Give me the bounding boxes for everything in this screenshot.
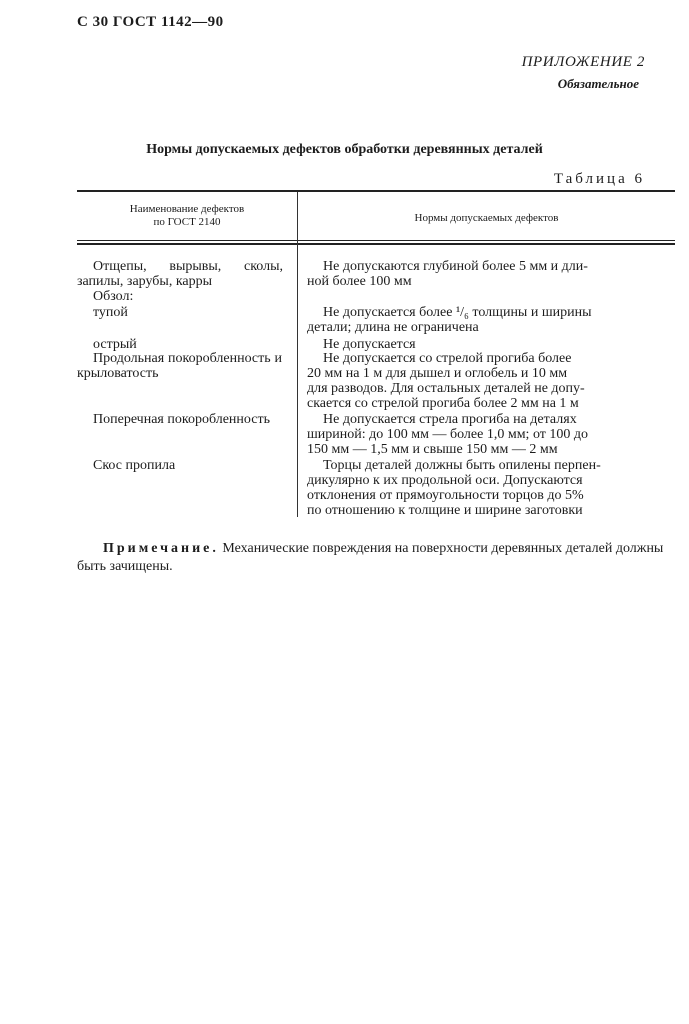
header-line: Наименование дефектов [129, 203, 245, 215]
norm-cell: отклонения от прямоугольности торцов до 5% [307, 488, 584, 503]
defect-name-cell: острый [93, 337, 137, 352]
norm-cell: по отношению к толщине и ширине заготовки [307, 503, 583, 518]
defect-name-cell: Поперечная покоробленность [93, 412, 270, 427]
defect-name-cell: Обзол: [93, 289, 134, 304]
norm-cell: детали; длина не ограничена [307, 320, 479, 335]
defect-name-cell: Продольная покоробленность и крыловатость [77, 351, 282, 381]
norm-cell: для разводов. Для остальных деталей не допу- [307, 381, 585, 396]
norm-cell: 150 мм — 1,5 мм и свыше 150 мм — 2 мм [307, 442, 558, 457]
norm-cell: Торцы деталей должны быть опилены перпен- [323, 458, 601, 473]
defect-name-cell: Отщепы, вырывы, сколы, [93, 259, 283, 274]
note-label: Примечание. [103, 541, 219, 556]
page-header: С 30 ГОСТ 1142—90 [77, 14, 224, 30]
table-column-divider [297, 192, 298, 517]
table-header-defect-name [77, 203, 297, 229]
norm-cell: Не допускается стрела прогиба на деталях [323, 412, 577, 427]
norm-cell: скается со стрелой прогиба более 2 мм на 1 м [307, 396, 579, 411]
document-title: Нормы допускаемых дефектов обработки деревянных деталей [146, 142, 543, 157]
table-header-rule [77, 240, 675, 241]
norm-cell: шириной: до 100 мм — более 1,0 мм; от 100 до [307, 427, 588, 442]
defect-name-cell: запилы, зарубы, карры [77, 274, 213, 289]
table-note [77, 540, 675, 576]
table-header-norms: Нормы допускаемых дефектов [414, 212, 559, 224]
norm-cell: 20 мм на 1 м для дышел и оглобель и 10 мм [307, 366, 568, 381]
norm-cell: Не допускаются глубиной более 5 мм и дли- [323, 259, 588, 274]
table-number: Таблица 6 [553, 171, 645, 187]
appendix-status: Обязательное [557, 76, 639, 91]
note-text: Механические повреждения на поверхности деревянных деталей должны быть зачищены. [77, 541, 664, 574]
norm-cell: Не допускается более ¹/₆ толщины и ширины [323, 305, 592, 320]
table-top-rule [77, 190, 675, 192]
norm-cell: дикулярно к их продольной оси. Допускаются [307, 473, 583, 488]
appendix-title: ПРИЛОЖЕНИЕ 2 [521, 54, 645, 70]
norm-cell: Не допускается [323, 337, 416, 352]
defect-name-cell: Скос пропила [93, 458, 176, 473]
norm-cell: Не допускается со стрелой прогиба более [323, 351, 572, 366]
header-line: по ГОСТ 2140 [153, 216, 221, 228]
norm-cell: ной более 100 мм [307, 274, 412, 289]
defect-name-cell: тупой [93, 305, 128, 320]
table-header-rule-thick [77, 243, 675, 245]
